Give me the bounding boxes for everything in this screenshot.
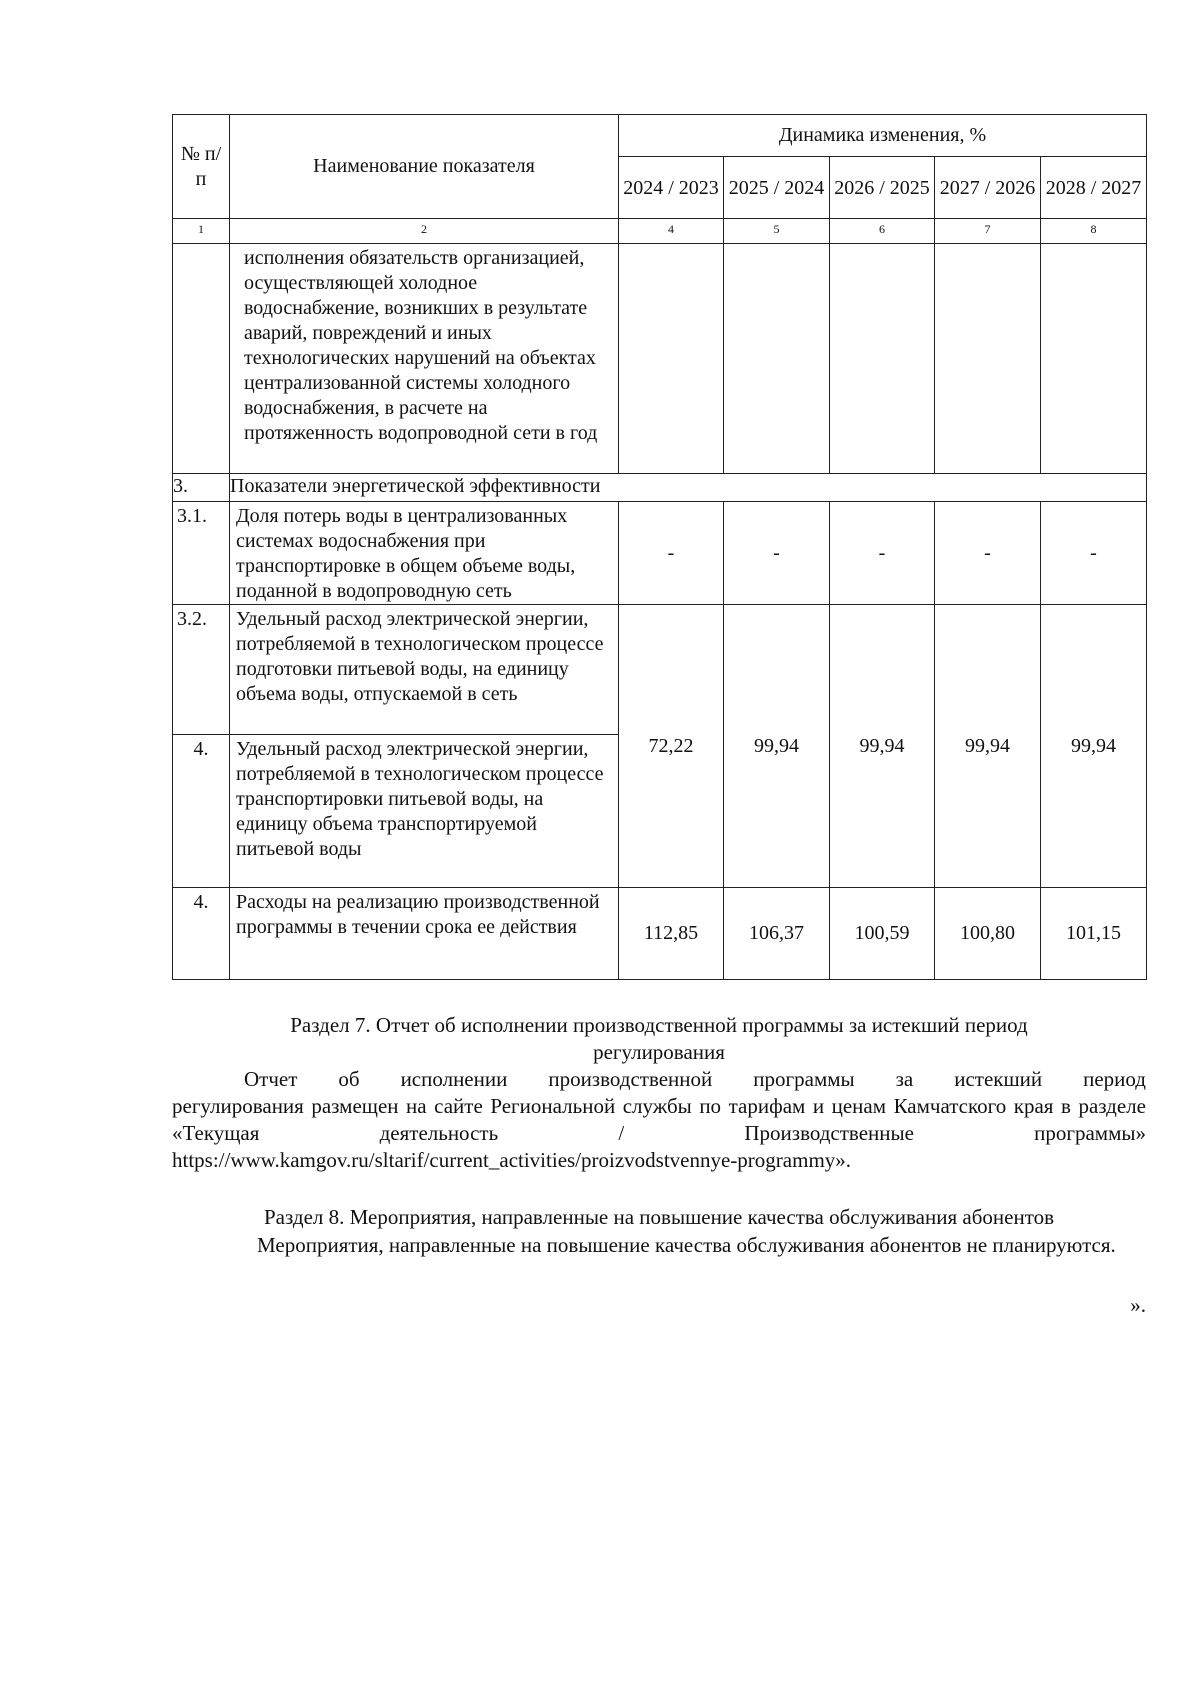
column-number: 8: [1041, 219, 1147, 244]
header-year: 2025 / 2024: [724, 157, 830, 219]
closing-quote-mark: ».: [1130, 1293, 1146, 1317]
section7-body: [172, 1066, 1146, 1174]
header-year: 2024 / 2023: [619, 157, 724, 219]
column-number: 2: [230, 219, 619, 244]
value-cell: 72,22: [619, 605, 724, 888]
table-row: [173, 502, 1147, 605]
section7-title-line1: Раздел 7. Отчет об исполнении производственной программы за истекший период: [290, 1013, 1028, 1037]
section7-body-first-line: Отчет об исполнении производственной программы за истекший период: [244, 1067, 1146, 1091]
value-cell: -: [830, 502, 935, 605]
continued-indicator-name: исполнения обязательств организацией, осуществляющей холодное водоснабжение, возникших в результате аварий, повреждений и иных технологических нарушений на объектах централизованной системы холодного водоснабжения, в расчете на протяженность водопроводной сети в год: [230, 244, 619, 474]
indicator-name: Удельный расход электрической энергии, потребляемой в технологическом процессе подготовки питьевой воды, на единицу объема воды, отпускаемой в сеть: [230, 605, 618, 735]
section8-title: Раздел 8. Мероприятия, направленные на повышение качества обслуживания абонентов: [263, 1205, 1055, 1229]
section7-title: [172, 1012, 1146, 1066]
section7-title-line2: регулирования: [593, 1040, 725, 1064]
header-col-num: № п/п: [173, 115, 230, 219]
header-dynamics: Динамика изменения, %: [619, 115, 1147, 157]
value-cell: 100,80: [935, 888, 1041, 980]
column-number-row: [173, 219, 1147, 244]
value-cell: 99,94: [1041, 605, 1147, 888]
column-number: 1: [173, 219, 230, 244]
value-cell: -: [1041, 502, 1147, 605]
column-number: 4: [619, 219, 724, 244]
row-number: 4.: [173, 888, 230, 980]
indicator-name: Доля потерь воды в централизованных системах водоснабжения при транспортировке в общем объеме воды, поданной в водопроводную сеть: [230, 502, 619, 605]
section7-body-rest: регулирования размещен на сайте Региональной службы по тарифам и ценам Камчатского края в разделе «Текущая деятельность / Производственные программы» https://www.kamgov.ru/sltarif/current_activities/proizvodstvennye-programmy».: [172, 1094, 1146, 1172]
indicators-table: [172, 114, 1147, 980]
column-number: 7: [935, 219, 1041, 244]
value-cell: 101,15: [1041, 888, 1147, 980]
section8-body: Мероприятия, направленные на повышение качества обслуживания абонентов не планируются.: [257, 1233, 1116, 1257]
value-cell: -: [935, 502, 1041, 605]
value-cell: -: [724, 502, 830, 605]
value-cell: 112,85: [619, 888, 724, 980]
value-cell: 106,37: [724, 888, 830, 980]
header-year: 2026 / 2025: [830, 157, 935, 219]
section-number: 3.: [173, 474, 230, 502]
row-number: 3.2.: [177, 608, 207, 630]
table-row: [173, 888, 1147, 980]
value-cell: 99,94: [935, 605, 1041, 888]
value-cell: 100,59: [830, 888, 935, 980]
value-cell: 99,94: [724, 605, 830, 888]
table-row: [173, 605, 1147, 888]
column-number: 6: [830, 219, 935, 244]
header-year: 2028 / 2027: [1041, 157, 1147, 219]
value-cell: -: [619, 502, 724, 605]
header-row-1: [173, 115, 1147, 157]
section-row: [173, 474, 1147, 502]
header-year: 2027 / 2026: [935, 157, 1041, 219]
section-title: Показатели энергетической эффективности: [230, 474, 1147, 502]
row-number: 4.: [173, 734, 229, 887]
row-number: 3.1.: [173, 502, 230, 605]
header-col-name: Наименование показателя: [230, 115, 619, 219]
indicator-name: Удельный расход электрической энергии, потребляемой в технологическом процессе транспортировки питьевой воды, на единицу объема транспортируемой питьевой воды: [236, 738, 604, 860]
indicator-name: Расходы на реализацию производственной программы в течении срока ее действия: [230, 888, 619, 980]
table-row: [173, 244, 1147, 474]
value-cell: 99,94: [830, 605, 935, 888]
column-number: 5: [724, 219, 830, 244]
